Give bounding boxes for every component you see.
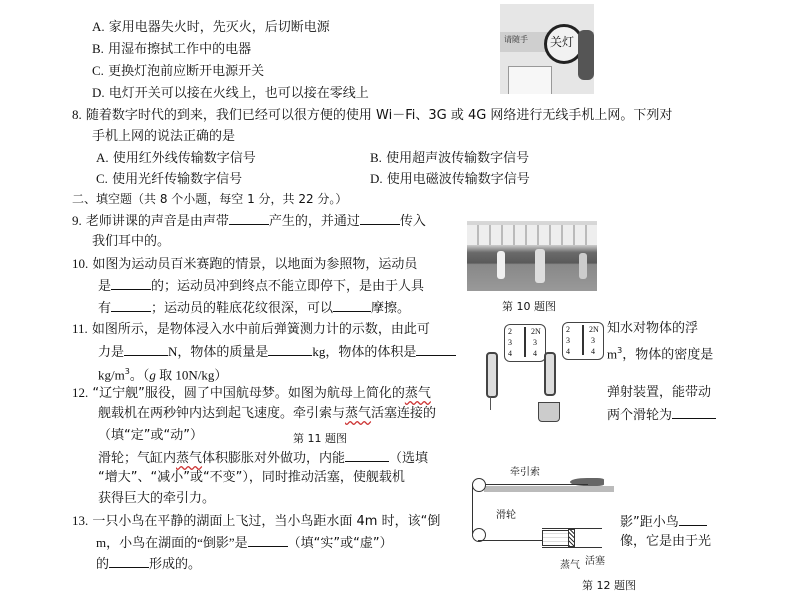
- option-text: 电灯开关可以接在火线上，也可以接在零线上: [108, 86, 369, 101]
- superscript: 3: [124, 367, 130, 376]
- q9-line2: 我们耳中的。: [92, 234, 171, 249]
- q12-line5: “增大”、“减小”或“不变”），同时推动活塞，使舰载机: [98, 470, 405, 485]
- tick: 4: [533, 349, 537, 358]
- q8-stem-line1: [72, 106, 672, 125]
- text: （选填: [389, 451, 429, 466]
- superscript: 3: [617, 346, 623, 355]
- spellcheck-word: 蒸气: [345, 406, 372, 421]
- spellcheck-word: 蒸气: [176, 451, 203, 466]
- q7-option-b: [92, 40, 251, 59]
- answer-blank[interactable]: [111, 298, 151, 312]
- text: 产生的，并通过: [268, 214, 360, 229]
- answer-blank[interactable]: [124, 342, 168, 356]
- text: 体积膨胀对外做功，内能: [202, 451, 346, 466]
- option-key: B.: [92, 41, 104, 56]
- tick: 2: [566, 325, 570, 334]
- answer-blank[interactable]: [109, 554, 149, 568]
- q12-line3: （填“定”或“动”）: [98, 428, 203, 443]
- text: 的: [96, 557, 110, 572]
- text: ，物体的密度是: [622, 347, 714, 363]
- q7-option-a: [92, 18, 330, 37]
- runner: [497, 251, 505, 279]
- answer-blank[interactable]: [345, 448, 389, 462]
- answer-blank[interactable]: [360, 211, 400, 225]
- q12-line1-right: 弹射装置，能带动: [607, 385, 712, 400]
- option-key: C.: [96, 171, 108, 186]
- deck: [484, 486, 614, 492]
- text: 滑轮；气缸内: [98, 451, 177, 466]
- text: 摩擦。: [371, 301, 411, 316]
- q11-line2: [98, 342, 456, 362]
- text: 如图所示，是物体浸入水中前后弹簧测力计的示数，由此可: [91, 322, 430, 337]
- tick: 3: [508, 338, 512, 347]
- option-key: B.: [370, 150, 382, 165]
- hanging-object: [490, 396, 491, 410]
- switch-plate: [508, 66, 552, 94]
- unit: kg/m: [98, 367, 125, 383]
- q13-line1-right: [620, 512, 707, 532]
- answer-blank[interactable]: [229, 211, 269, 225]
- label-piston: 活塞: [585, 556, 605, 567]
- steam-chamber: [542, 530, 570, 546]
- answer-blank[interactable]: [416, 342, 456, 356]
- text: 形成的。: [149, 557, 202, 572]
- q7-option-c: [92, 62, 264, 81]
- text: kg，物体的体积是: [312, 344, 417, 359]
- option-key: C.: [92, 63, 104, 78]
- unit: m: [607, 346, 618, 362]
- tick: 3: [566, 336, 570, 345]
- option-key: D.: [370, 171, 383, 186]
- text: “辽宁舰”服役，圆了中国航母梦。如图为航母上简化的: [92, 386, 405, 401]
- text: m，小鸟在湖面的“倒影”是: [96, 535, 248, 550]
- tick: 4: [591, 347, 595, 356]
- q11-line1-right: 知水对物体的浮: [607, 321, 699, 336]
- tick: 2N: [589, 325, 599, 334]
- scale-bar: [524, 327, 526, 357]
- text: 影”距小鸟: [620, 515, 679, 530]
- answer-blank[interactable]: [679, 512, 707, 526]
- text: 如图为运动员百米赛跑的情景，以地面为参照物，运动员: [92, 257, 418, 272]
- answer-blank[interactable]: [672, 405, 716, 419]
- q7-option-d: [92, 84, 369, 103]
- hand-shape: [578, 30, 594, 80]
- sprint-photo: [467, 221, 597, 291]
- scale-bar: [582, 325, 584, 355]
- q13-line3: [96, 554, 201, 574]
- figure-caption: 第 11 题图: [293, 432, 347, 445]
- q12-line2-right: [607, 405, 716, 425]
- tick: 4: [566, 347, 570, 356]
- option-text: 使用电磁波传输数字信号: [386, 172, 530, 187]
- spring-scale-figure: [484, 320, 604, 420]
- text: （填“实”或“虚”）: [287, 536, 393, 551]
- q9-line1: [72, 211, 426, 231]
- text: 活塞连接的: [371, 406, 437, 421]
- question-number: 9.: [72, 213, 82, 228]
- q11-line1: [72, 320, 430, 339]
- answer-blank[interactable]: [111, 276, 151, 290]
- option-key: A.: [92, 19, 105, 34]
- text: ；运动员的鞋底花纹很深，可以: [151, 301, 334, 316]
- water-beaker: [538, 402, 560, 422]
- text: 力是: [98, 345, 125, 360]
- label-steam: 蒸气: [560, 560, 580, 571]
- question-number: 12.: [72, 385, 89, 400]
- question-number: 13.: [72, 513, 89, 528]
- q10-line1: [72, 255, 417, 274]
- text: 。（: [129, 368, 150, 384]
- catapult-diagram: [470, 462, 620, 572]
- option-text: 使用红外线传输数字信号: [112, 151, 256, 166]
- q13-line1: [72, 512, 440, 531]
- q8-option-a: [96, 149, 256, 168]
- sign-text: 请随手: [504, 35, 528, 44]
- building: [467, 225, 597, 245]
- text: 一只小鸟在平静的湖面上飞过，当小鸟距水面 4m 时，该“倒: [92, 514, 441, 529]
- section-title: 二、填空题（共 8 个小题，每空 1 分，共 22 分。）: [72, 192, 348, 206]
- text: 两个滑轮为: [607, 408, 673, 423]
- text: N，物体的质量是: [168, 344, 269, 359]
- option-text: 用湿布擦拭工作中的电器: [108, 42, 252, 57]
- text: 传入: [399, 214, 426, 229]
- q12-line1: [72, 384, 431, 403]
- question-text: 随着数字时代的到来，我们已经可以很方便的使用 Wi－Fi、3G 或 4G 网络进行无线手机上网。下列对: [85, 108, 673, 123]
- text: 的；运动员冲到终点不能立即停下，是由于人具: [151, 279, 425, 294]
- q12-line4: [98, 448, 428, 468]
- q8-option-c: [96, 170, 242, 189]
- label-pulley: 滑轮: [496, 510, 516, 521]
- magnified-text: 关灯: [550, 35, 575, 49]
- runner: [579, 253, 587, 279]
- piston: [568, 529, 575, 547]
- spring-scale-left: [486, 352, 498, 398]
- q8-option-d: [370, 170, 530, 189]
- light-switch-photo: [500, 4, 594, 94]
- question-number: 11.: [72, 321, 88, 336]
- option-key: A.: [96, 150, 109, 165]
- option-text: 家用电器失火时，先灭火，后切断电源: [108, 20, 330, 35]
- q8-option-b: [370, 149, 529, 168]
- variable-g: g: [149, 367, 156, 383]
- tick: 2: [508, 327, 512, 336]
- gauge-callout-left: [504, 324, 546, 362]
- answer-blank[interactable]: [248, 533, 288, 547]
- q10-line2: [98, 276, 424, 296]
- option-text: 使用超声波传输数字信号: [386, 151, 530, 166]
- option-text: 使用光纤传输数字信号: [112, 172, 243, 187]
- option-text: 更换灯泡前应断开电源开关: [108, 64, 265, 79]
- runner: [535, 249, 545, 283]
- tick: 3: [591, 336, 595, 345]
- answer-blank[interactable]: [268, 342, 312, 356]
- q11-line3: [98, 363, 227, 385]
- option-key: D.: [92, 85, 105, 100]
- text: 是: [98, 279, 112, 294]
- cable-loop: [472, 484, 473, 534]
- figure-caption: 第 10 题图: [502, 300, 556, 313]
- text: 有: [98, 301, 112, 316]
- q10-line3: [98, 298, 410, 318]
- text: 舰载机在两秒钟内达到起飞速度。牵引索与: [98, 406, 346, 421]
- q13-line2: [96, 533, 393, 553]
- spellcheck-word: 蒸气: [404, 386, 431, 401]
- q11-line2-right: [607, 342, 713, 364]
- tow-cable: [478, 484, 588, 485]
- q12-line6: 获得巨大的牵引力。: [98, 491, 216, 506]
- pulley-top: [472, 478, 486, 492]
- answer-blank[interactable]: [333, 298, 371, 312]
- gauge-callout-right: [562, 322, 604, 360]
- spring-scale-right: [544, 352, 556, 396]
- text: 老师讲课的声音是由声带: [85, 214, 229, 229]
- text: 取 10N/kg）: [155, 367, 228, 383]
- tick: 4: [508, 349, 512, 358]
- tick: 2N: [531, 327, 541, 336]
- question-number: 8.: [72, 107, 82, 122]
- question-number: 10.: [72, 256, 89, 271]
- q8-stem-line2: 手机上网的说法正确的是: [92, 129, 236, 144]
- q13-line2-right: 像，它是由于光: [620, 534, 712, 549]
- tick: 3: [533, 338, 537, 347]
- label-cable: 牵引索: [510, 467, 540, 478]
- figure-caption: 第 12 题图: [582, 579, 636, 592]
- q12-line2: [98, 405, 436, 423]
